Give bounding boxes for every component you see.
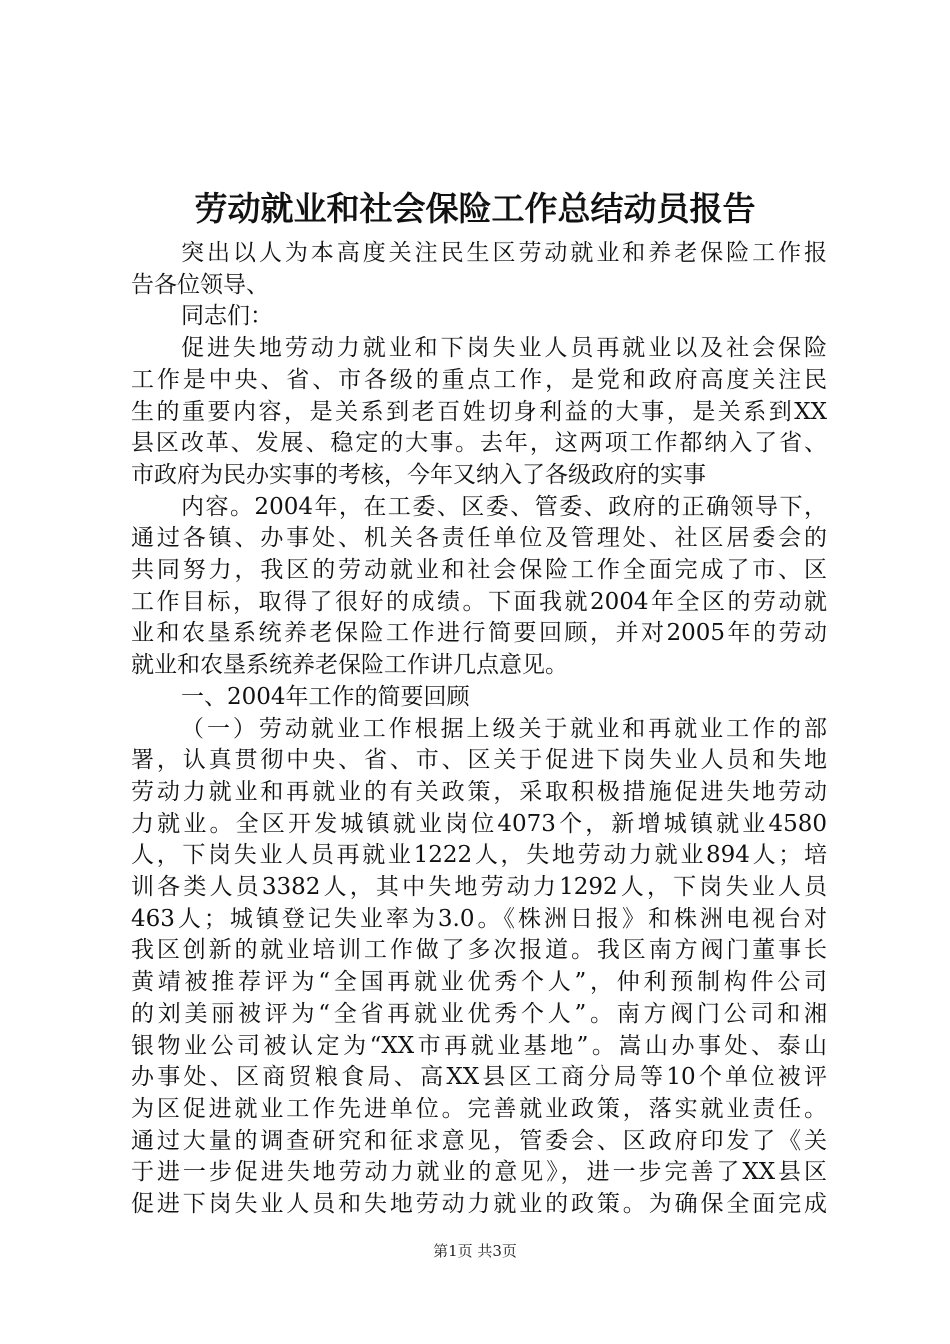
body-text-line: 署，认真贯彻中央、省、市、区关于促进下岗失业人员和失地 xyxy=(131,747,827,774)
body-text-line: 人，下岗失业人员再就业1222人，失地劳动力就业894人；培 xyxy=(131,842,827,869)
body-text-line: （一）劳动就业工作根据上级关于就业和再就业工作的部 xyxy=(181,715,827,742)
body-text-line: 告各位领导、 xyxy=(131,271,269,298)
body-text-line: 工作是中央、省、市各级的重点工作，是党和政府高度关注民 xyxy=(131,366,827,393)
page-footer: 第1页 共3页 xyxy=(433,1242,517,1260)
body-text-line: 为区促进就业工作先进单位。完善就业政策，落实就业责任。 xyxy=(131,1095,827,1122)
body-text-line: 我区创新的就业培训工作做了多次报道。我区南方阀门董事长 xyxy=(131,937,827,964)
body-text-line: 市政府为民办实事的考核，今年又纳入了各级政府的实事 xyxy=(131,461,706,488)
body-text-line: 通过大量的调查研究和征求意见，管委会、区政府印发了《关 xyxy=(131,1127,827,1154)
body-text-line: 劳动力就业和再就业的有关政策，采取积极措施促进失地劳动 xyxy=(131,778,827,805)
body-text-line: 业和农垦系统养老保险工作进行简要回顾，并对2005年的劳动 xyxy=(131,620,827,647)
body-text-line: 生的重要内容，是关系到老百姓切身利益的大事，是关系到XX xyxy=(131,398,827,425)
body-text-line: 促进失地劳动力就业和下岗失业人员再就业以及社会保险 xyxy=(181,335,827,362)
body-text-line: 突出以人为本高度关注民生区劳动就业和养老保险工作报 xyxy=(181,240,827,266)
body-text-line: 通过各镇、办事处、机关各责任单位及管理处、社区居委会的 xyxy=(131,525,827,552)
body-text-line: 一、2004年工作的简要回顾 xyxy=(181,683,470,710)
body-text-line: 县区改革、发展、稳定的大事。去年，这两项工作都纳入了省、 xyxy=(131,430,827,457)
body-text-line: 训各类人员3382人，其中失地劳动力1292人，下岗失业人员 xyxy=(131,874,827,901)
body-text-line: 办事处、区商贸粮食局、高XX县区工商分局等10个单位被评 xyxy=(131,1064,827,1091)
body-text-line: 同志们： xyxy=(181,303,273,330)
body-text-line: 就业和农垦系统养老保险工作讲几点意见。 xyxy=(131,652,568,679)
body-text-line: 黄靖被推荐评为“全国再就业优秀个人”，仲利预制构件公司 xyxy=(131,969,827,996)
body-text-line: 的刘美丽被评为“全省再就业优秀个人”。南方阀门公司和湘 xyxy=(131,1000,827,1027)
body-text-line: 工作目标，取得了很好的成绩。下面我就2004年全区的劳动就 xyxy=(131,588,827,615)
body-text-line: 促进下岗失业人员和失地劳动力就业的政策。为确保全面完成 xyxy=(131,1191,827,1218)
body-text-line: 于进一步促进失地劳动力就业的意见》，进一步完善了XX县区 xyxy=(131,1159,827,1186)
body-text-line: 银物业公司被认定为“XX市再就业基地”。嵩山办事处、泰山 xyxy=(131,1032,827,1059)
body-text-line: 力就业。全区开发城镇就业岗位4073个，新增城镇就业4580 xyxy=(131,810,827,837)
document-title: 劳动就业和社会保险工作总结动员报告 xyxy=(194,189,756,228)
document-body xyxy=(131,238,827,1221)
body-text-line: 共同努力，我区的劳动就业和社会保险工作全面完成了市、区 xyxy=(131,557,827,584)
body-text-line: 463人；城镇登记失业率为3.0。《株洲日报》和株洲电视台对 xyxy=(131,905,827,932)
body-text-line: 内容。2004年，在工委、区委、管委、政府的正确领导下， xyxy=(181,493,827,520)
